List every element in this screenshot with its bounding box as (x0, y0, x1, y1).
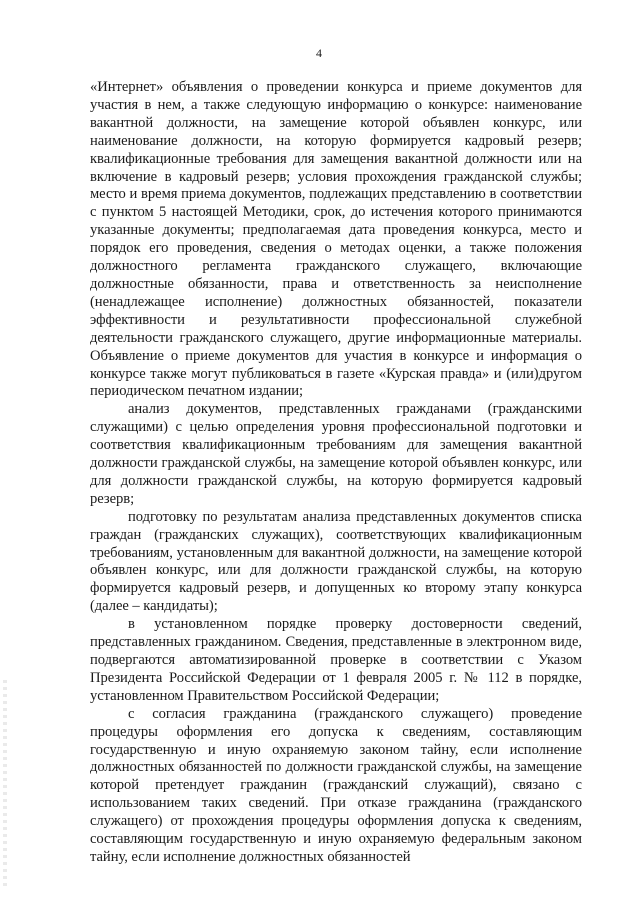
paragraph-secrecy-clearance: с согласия гражданина (гражданского служащего) проведение процедуры оформления его допуска к сведениям, составляющим государственную и иную охраняемую законом тайну, если исполнение должностных обязанностей по должности гражданской службы, на замещение которой претендует гражданин (гражданский служащий), связано с использованием таких сведений. При отказе гражданина (гражданского служащего) от прохождения процедуры оформления допуска к сведениям, составляющим государственную и иную охраняемую федеральным законом тайну, если исполнение должностных обязанностей (90, 705, 582, 865)
paragraph-document-analysis: анализ документов, представленных гражданами (гражданскими служащими) с целью определения уровня профессиональной подготовки и соответствия квалификационным требованиям для замещения вакантной должности гражданской службы, на замещение которой объявлен конкурс, или для должности гражданской службы, на которую формируется кадровый резерв; (90, 401, 582, 507)
document-body (90, 79, 582, 867)
paragraph-announcement-details: «Интернет» объявления о проведении конкурса и приеме документов для участия в нем, а также следующую информацию о конкурсе: наименование вакантной должности, на замещение которой объявлен конкурс, или наименование должности, на которую формируется кадровый резерв; квалификационные требования для замещения вакантной должности или на включение в кадровый резерв; условия прохождения гражданской службы; место и время приема документов, подлежащих представлению в соответствии с пунктом 5 настоящей Методики, срок, до истечения которого принимаются указанные документы; предполагаемая дата проведения конкурса, место и порядок его проведения, сведения о методах оценки, а также положения должностного регламента гражданского служащего, включающие должностные обязанности, права и ответственность за неисполнение (ненадлежащее исполнение) должностных обязанностей, показатели эффективности и результативности профессиональной служебной деятельности гражданского служащего, другие информационные материалы. Объявление о приеме документов для участия в конкурсе и информация о конкурсе также могут публиковаться в газете «Курская правда» и (или)другом периодическом печатном издании; (90, 79, 582, 400)
paragraph-candidate-list: подготовку по результатам анализа представленных документов списка граждан (гражданских служащих), соответствующих квалификационным требованиям, установленным для вакантной должности, на замещение которой объявлен конкурс, или для должности гражданской службы, на которую формируется кадровый резерв, и допущенных ко второму этапу конкурса (далее – кандидаты); (90, 508, 582, 615)
margin-stamp-mark (3, 680, 7, 890)
paragraph-verification: в установленном порядке проверку достоверности сведений, представленных гражданином. Сведения, представленные в электронном виде, подвергаются автоматизированной проверке в соответствии с Указом Президента Российской Федерации от 1 февраля 2005 г. № 112 в порядке, установленном Правительством Российской Федерации; (90, 616, 582, 704)
page-number: 4 (316, 46, 322, 60)
